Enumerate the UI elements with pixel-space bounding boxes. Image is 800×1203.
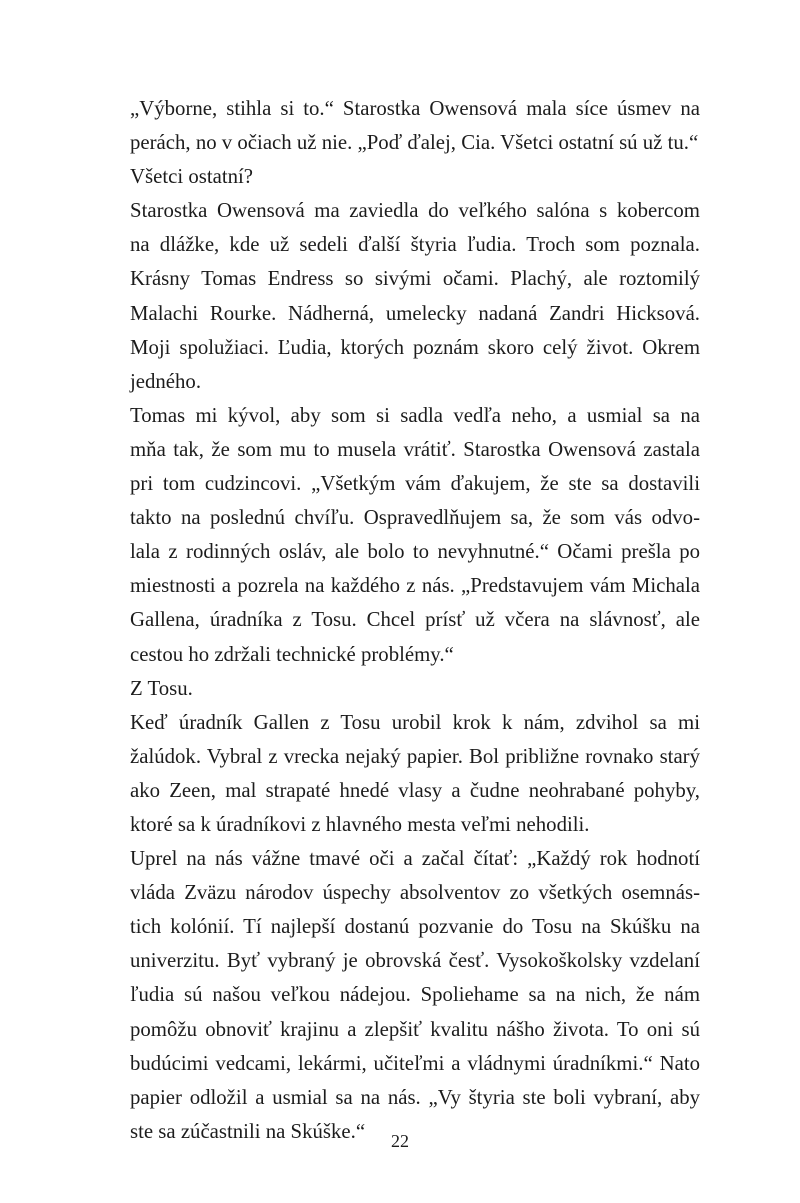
text-line: papier odložil a usmial sa na nás. „Vy štyria ste boli vybraní, aby bbox=[130, 1085, 700, 1109]
text-line: Tomas mi kývol, aby som si sadla vedľa neho, a usmial sa na bbox=[130, 403, 700, 427]
paragraph bbox=[130, 706, 700, 842]
text-line: „Výborne, stihla si to.“ Starostka Owensová mala síce úsmev na bbox=[130, 97, 700, 120]
text-line: Z Tosu. bbox=[130, 676, 193, 700]
paragraph bbox=[130, 160, 700, 194]
body-text bbox=[130, 92, 700, 1149]
text-line: pri tom cudzincovi. „Všetkým vám ďakujem, že ste sa dostavili bbox=[130, 472, 700, 496]
paragraph bbox=[130, 92, 700, 160]
text-line: Krásny Tomas Endress so sivými očami. Plachý, ale roztomilý bbox=[130, 267, 700, 291]
paragraph bbox=[130, 672, 700, 706]
text-line: Starostka Owensová ma zaviedla do veľkého salóna s kobercom bbox=[130, 199, 700, 223]
text-line: univerzitu. Byť vybraný je obrovská česť. Vysokoškolsky vzdelaní bbox=[130, 949, 700, 973]
text-line: pomôžu obnoviť krajinu a zlepšiť kvalitu nášho života. To oni sú bbox=[130, 1017, 700, 1041]
text-line: Moji spolužiaci. Ľudia, ktorých poznám skoro celý život. Okrem bbox=[130, 335, 700, 359]
paragraph bbox=[130, 399, 700, 672]
text-line: Keď úradník Gallen z Tosu urobil krok k nám, zdvihol sa mi bbox=[130, 710, 700, 734]
text-line: mňa tak, že som mu to musela vrátiť. Starostka Owensová zastala bbox=[130, 437, 700, 461]
paragraph bbox=[130, 842, 700, 1149]
text-line: ste sa zúčastnili na Skúške.“ bbox=[130, 1119, 366, 1143]
text-line: lala z rodinných osláv, ale bolo to nevyhnutné.“ Očami prešla po bbox=[130, 540, 700, 564]
text-line: žalúdok. Vybral z vrecka nejaký papier. Bol približne rovnako starý bbox=[130, 744, 700, 768]
paragraph bbox=[130, 194, 700, 399]
text-line: ľudia sú našou veľkou nádejou. Spoliehame sa na nich, že nám bbox=[130, 983, 700, 1007]
text-line: tich kolónií. Tí najlepší dostanú pozvanie do Tosu na Skúšku na bbox=[130, 915, 700, 939]
text-line: miestnosti a pozrela na každého z nás. „Predstavujem vám Michala bbox=[130, 574, 700, 598]
text-line: na dlážke, kde už sedeli ďalší štyria ľudia. Troch som poznala. bbox=[130, 233, 700, 257]
text-line: perách, no v očiach už nie. „Poď ďalej, Cia. Všetci ostatní sú už tu.“ bbox=[130, 131, 699, 155]
text-line: ako Zeen, mal strapaté hnedé vlasy a čudne neohrabané pohyby, bbox=[130, 778, 700, 802]
text-line: Gallena, úradníka z Tosu. Chcel prísť už včera na slávnosť, ale bbox=[130, 608, 700, 632]
page-number: 22 bbox=[391, 1131, 409, 1151]
text-line: Všetci ostatní? bbox=[130, 165, 254, 189]
text-line: Uprel na nás vážne tmavé oči a začal čítať: „Každý rok hodnotí bbox=[130, 847, 700, 871]
text-line: ktoré sa k úradníkovi z hlavného mesta veľmi nehodili. bbox=[130, 812, 590, 836]
text-line: vláda Zväzu národov úspechy absolventov zo všetkých osemnás- bbox=[130, 881, 700, 905]
text-line: cestou ho zdržali technické problémy.“ bbox=[130, 642, 454, 666]
text-line: Malachi Rourke. Nádherná, umelecky nadaná Zandri Hicksová. bbox=[130, 301, 700, 325]
text-line: jedného. bbox=[130, 369, 202, 393]
text-line: takto na poslednú chvíľu. Ospravedlňujem sa, že som vás odvo- bbox=[130, 506, 700, 530]
text-line: budúcimi vedcami, lekármi, učiteľmi a vládnymi úradníkmi.“ Nato bbox=[130, 1051, 700, 1075]
